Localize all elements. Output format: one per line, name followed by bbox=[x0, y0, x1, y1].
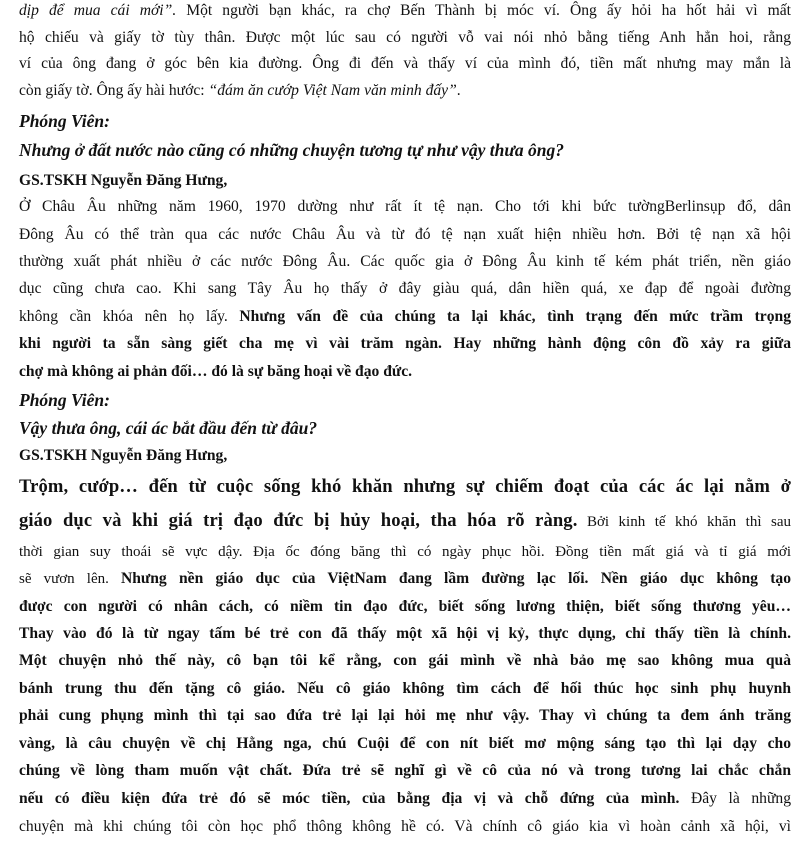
text-segment: không cần khóa nên họ lấy. bbox=[19, 308, 240, 325]
text-segment: “đám ăn cướp Việt Nam văn minh đấy” bbox=[208, 82, 457, 99]
text-line bbox=[19, 1, 791, 21]
text-segment: Đông Âu có thể tràn qua các nước Châu Âu và từ đó tệ nạn xuất hiện nhiều hơn. Bởi tệ nạn xã hội bbox=[19, 226, 791, 243]
text-segment: dịp để mua cái mới”. bbox=[19, 2, 177, 19]
text-segment: khi người ta sẵn sàng giết cha mẹ vì vài trăm ngàn. Hay những hành động côn đồ xảy ra giữa bbox=[19, 335, 791, 352]
text-line bbox=[19, 651, 791, 671]
section-heading: Phóng Viên: bbox=[19, 390, 110, 410]
text-line bbox=[19, 418, 791, 440]
section-heading: Vậy thưa ông, cái ác bắt đầu đến từ đâu? bbox=[19, 418, 318, 438]
text-line bbox=[19, 817, 791, 837]
text-line bbox=[19, 597, 791, 617]
text-line bbox=[19, 679, 791, 699]
text-segment: ví của ông đang ở góc bên kia đường. Ông đi đến và thấy ví của mình đó, tiền mất nhưng may mắn là bbox=[19, 55, 791, 72]
text-line bbox=[19, 542, 791, 562]
text-line bbox=[19, 789, 791, 809]
author-label: GS.TSKH Nguyễn Đăng Hưng, bbox=[19, 447, 228, 464]
text-segment: Ở Châu Âu những năm 1960, 1970 dường như rất ít tệ nạn. Cho tới khi bức tườngBerlinsụp đổ, dân bbox=[19, 198, 791, 215]
text-line bbox=[19, 171, 791, 191]
text-segment: giáo dục và khi giá trị đạo đức bị hủy hoại, tha hóa rõ ràng. bbox=[19, 510, 578, 531]
text-segment: phải cung phụng mình thì tại sao đứa trẻ lại lại hỏi mẹ như vậy. Thay vì chúng ta đem ánh trăng bbox=[19, 707, 791, 724]
text-line bbox=[19, 569, 791, 589]
text-line bbox=[19, 81, 791, 101]
text-segment: chuyện mà khi chúng tôi còn học phổ thông không hề có. Và chính cô giáo kia vì hoàn cảnh xã hội, vì bbox=[19, 818, 791, 835]
text-line bbox=[19, 334, 791, 354]
text-segment: được con người có nhân cách, có niềm tin đạo đức, biết sống lương thiện, biết sống thương yêu… bbox=[19, 598, 791, 615]
text-line bbox=[19, 225, 791, 245]
text-line bbox=[19, 362, 791, 382]
text-segment: Một chuyện nhỏ thế này, cô bạn tôi kể rằng, con gái mình về nhà bảo mẹ sao không mua quà bbox=[19, 652, 791, 669]
text-segment: vàng, là câu chuyện về chị Hằng nga, chú Cuội để con nít biết mơ mộng sáng tạo thì lại dạy cho bbox=[19, 735, 791, 752]
text-segment: thời gian suy thoái sẽ vực dậy. Địa ốc đóng băng thì có ngày phục hồi. Đồng tiền mất giá và tỉ giá mới bbox=[19, 544, 791, 560]
text-segment: chúng về lòng tham muốn vật chất. Đứa trẻ sẽ nghĩ gì về cô của nó và trong tương lai chắc chắn bbox=[19, 762, 791, 779]
section-heading: Nhưng ở đất nước nào cũng có những chuyện tương tự như vậy thưa ông? bbox=[19, 140, 564, 160]
text-segment: Thay vào đó là từ ngay tấm bé trẻ con đã thấy một xã hội vị kỷ, thực dụng, chỉ thấy tiền là chính. bbox=[19, 625, 791, 642]
text-segment: sẽ vươn lên. bbox=[19, 571, 121, 587]
text-line bbox=[19, 197, 791, 217]
author-label: GS.TSKH Nguyễn Đăng Hưng, bbox=[19, 172, 228, 189]
text-line bbox=[19, 307, 791, 327]
text-segment: chợ mà không ai phản đối… đó là sự băng hoại về đạo đức. bbox=[19, 363, 413, 380]
text-segment: Trộm, cướp… đến từ cuộc sống khó khăn nhưng sự chiếm đoạt của các ác lại nằm ở bbox=[19, 476, 791, 497]
text-segment: nếu có điều kiện đứa trẻ đó sẽ móc tiền, của bằng địa vị và chỗ đứng của mình. bbox=[19, 790, 680, 807]
text-line bbox=[19, 140, 791, 162]
text-segment: còn giấy tờ. Ông ấy hài hước: bbox=[19, 82, 209, 99]
text-segment: . bbox=[456, 82, 461, 99]
text-segment: Nhưng nền giáo dục của ViệtNam đang lầm đường lạc lối. Nền giáo dục không tạo bbox=[120, 570, 791, 587]
text-line bbox=[19, 54, 791, 74]
text-segment: dục cũng chưa cao. Khi sang Tây Âu họ thấy ở đây giàu quá, dân hiền quá, xe đạp để ngoài đường bbox=[19, 280, 791, 297]
section-heading: Phóng Viên: bbox=[19, 111, 110, 131]
text-line bbox=[19, 477, 791, 498]
text-segment: hộ chiếu và giấy tờ tùy thân. Được một lúc sau có người vỗ vai nói nhỏ bằng tiếng Anh hẳn hoi, rằng bbox=[19, 29, 791, 46]
text-line bbox=[19, 111, 791, 133]
text-segment: Một người bạn khác, ra chợ Bến Thành bị móc ví. Ông ấy hỏi ha hốt hải vì mất bbox=[176, 2, 791, 19]
text-line bbox=[19, 252, 791, 272]
text-segment: thường xuất phát nhiều ở các nước Đông Âu. Các quốc gia ở Đông Âu kinh tế kém phát triển, nền giáo bbox=[19, 253, 791, 270]
text-line bbox=[19, 761, 791, 781]
text-segment: Đây là những bbox=[679, 790, 791, 807]
text-line bbox=[19, 28, 791, 48]
text-segment: Nhưng vấn đề của chúng ta lại khác, tình trạng đến mức trầm trọng bbox=[239, 308, 791, 325]
text-segment: Bởi kinh tế khó khăn thì sau bbox=[577, 514, 791, 530]
text-line bbox=[19, 511, 791, 532]
text-line bbox=[19, 390, 791, 412]
text-segment: bánh trung thu đến tặng cô giáo. Nếu cô giáo không tìm cách để hối thúc học sinh phụ huynh bbox=[19, 680, 791, 697]
text-line bbox=[19, 734, 791, 754]
text-line bbox=[19, 706, 791, 726]
text-line bbox=[19, 446, 791, 466]
text-line bbox=[19, 624, 791, 644]
text-line bbox=[19, 279, 791, 299]
